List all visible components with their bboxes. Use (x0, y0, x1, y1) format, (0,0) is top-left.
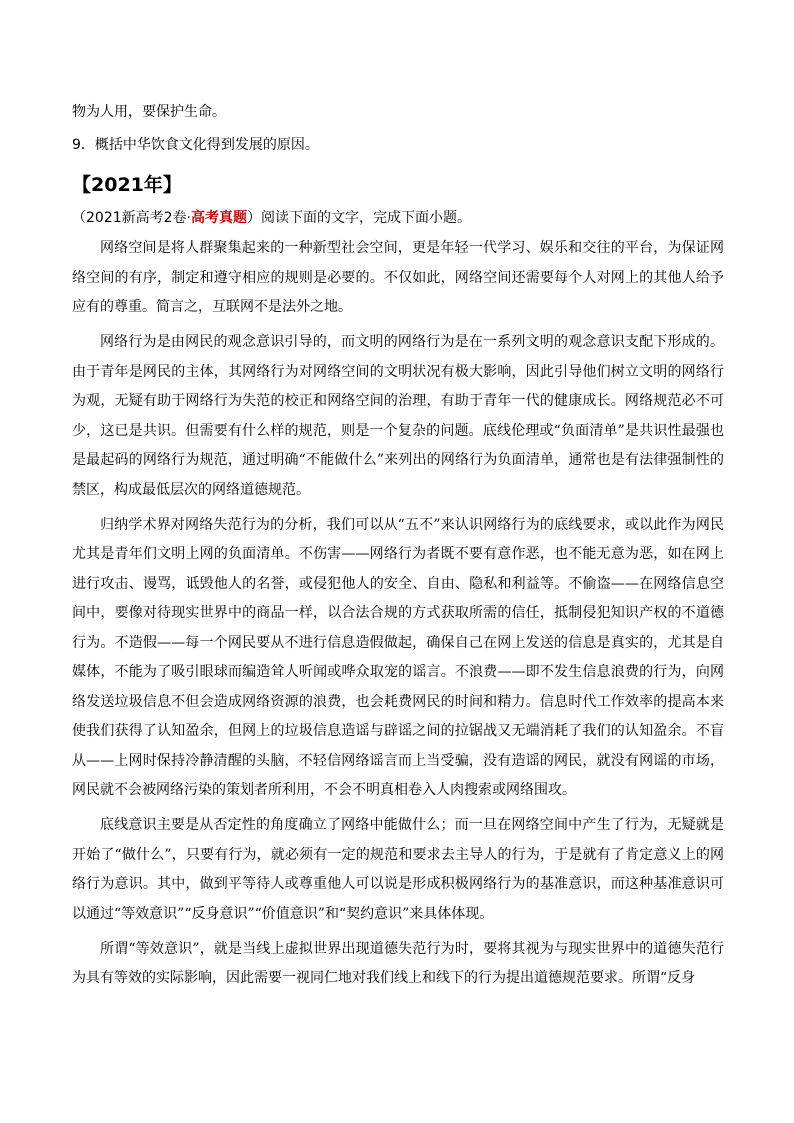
paragraph-1: 网络空间是将人群聚集起来的一种新型社会空间，更是年轻一代学习、娱乐和交往的平台，为保证网络空间的有序，制定和遵守相应的规则是必要的。不仅如此，网络空间还需要每个人对网上的其他人给予应有的尊重。简言之，互联网不是法外之地。 (72, 240, 724, 315)
source-line (72, 207, 471, 227)
paragraph-5: 所谓“等效意识”，就是当线上虚拟世界出现道德失范行为时，要将其视为与现实世界中的道德失范行为具有等效的实际影响，因此需要一视同仁地对我们线上和线下的行为提出道德规范要求。所谓“反身 (72, 940, 724, 986)
source-suffix: ）阅读下面的文字，完成下面小题。 (247, 210, 471, 226)
previous-answer-line: 物为人用，要保护生命。 (72, 104, 226, 120)
source-prefix: （2021新高考2卷· (72, 210, 191, 226)
paragraph-2: 网络行为是由网民的观念意识引导的，而文明的网络行为是在一系列文明的观念意识支配下形成的。由于青年是网民的主体，其网络行为对网络空间的文明状况有极大影响，因此引导他们树立文明的网络行为观，无疑有助于网络行为失范的校正和网络空间的治理，有助于青年一代的健康成长。网络规范必不可少，这已是共识。但需要有什么样的规范，则是一个复杂的问题。底线伦理或“负面清单”是共识性最强也是最起码的网络行为规范，通过明确“不能做什么”来列出的网络行为负面清单，通常也是有法律强制性的禁区，构成最低层次的网络道德规范。 (72, 334, 724, 498)
reading-passage (72, 234, 724, 999)
question-9: 9．概括中华饮食文化得到发展的原因。 (72, 137, 319, 153)
source-highlight: 高考真题 (191, 210, 247, 226)
section-heading: 【2021年】 (72, 174, 182, 196)
paragraph-3: 归纳学术界对网络失范行为的分析，我们可以从“五不”来认识网络行为的底线要求，或以此作为网民尤其是青年们文明上网的负面清单。不伤害——网络行为者既不要有意作恶，也不能无意为恶，如在网上进行攻击、谩骂，诋毁他人的名誉，或侵犯他人的安全、自由、隐私和利益等。不偷盗——在网络信息空间中，要像对待现实世界中的商品一样，以合法合规的方式获取所需的信任，抵制侵犯知识产权的不道德行为。不造假——每一个网民要从不进行信息造假做起，确保自己在网上发送的信息是真实的，尤其是自媒体，不能为了吸引眼球而编造耸人听闻或哗众取宠的谣言。不浪费——即不发生信息浪费的行为，向网络发送垃圾信息不但会造成网络资源的浪费，也会耗费网民的时间和精力。信息时代工作效率的提高本来使我们获得了认知盈余，但网上的垃圾信息造谣与辟谣之间的拉锯战又无端消耗了我们的认知盈余。不盲从——上网时保持冷静清醒的头脑，不轻信网络谣言而上当受骗，没有造谣的网民，就没有网谣的市场，网民就不会被网络污染的策划者所利用，不会不明真相卷入人肉搜索或网络围攻。 (72, 516, 724, 798)
paragraph-4: 底线意识主要是从否定性的角度确立了网络中能做什么；而一旦在网络空间中产生了行为，无疑就是开始了“做什么”，只要有行为，就必须有一定的规范和要求去主导人的行为，于是就有了肯定意义上的网络行为意识。其中，做到平等待人或尊重他人可以说是形成积极网络行为的基准意识，而这种基准意识可以通过“等效意识”“反身意识”“价值意识”和“契约意识”来具体体现。 (72, 817, 724, 922)
